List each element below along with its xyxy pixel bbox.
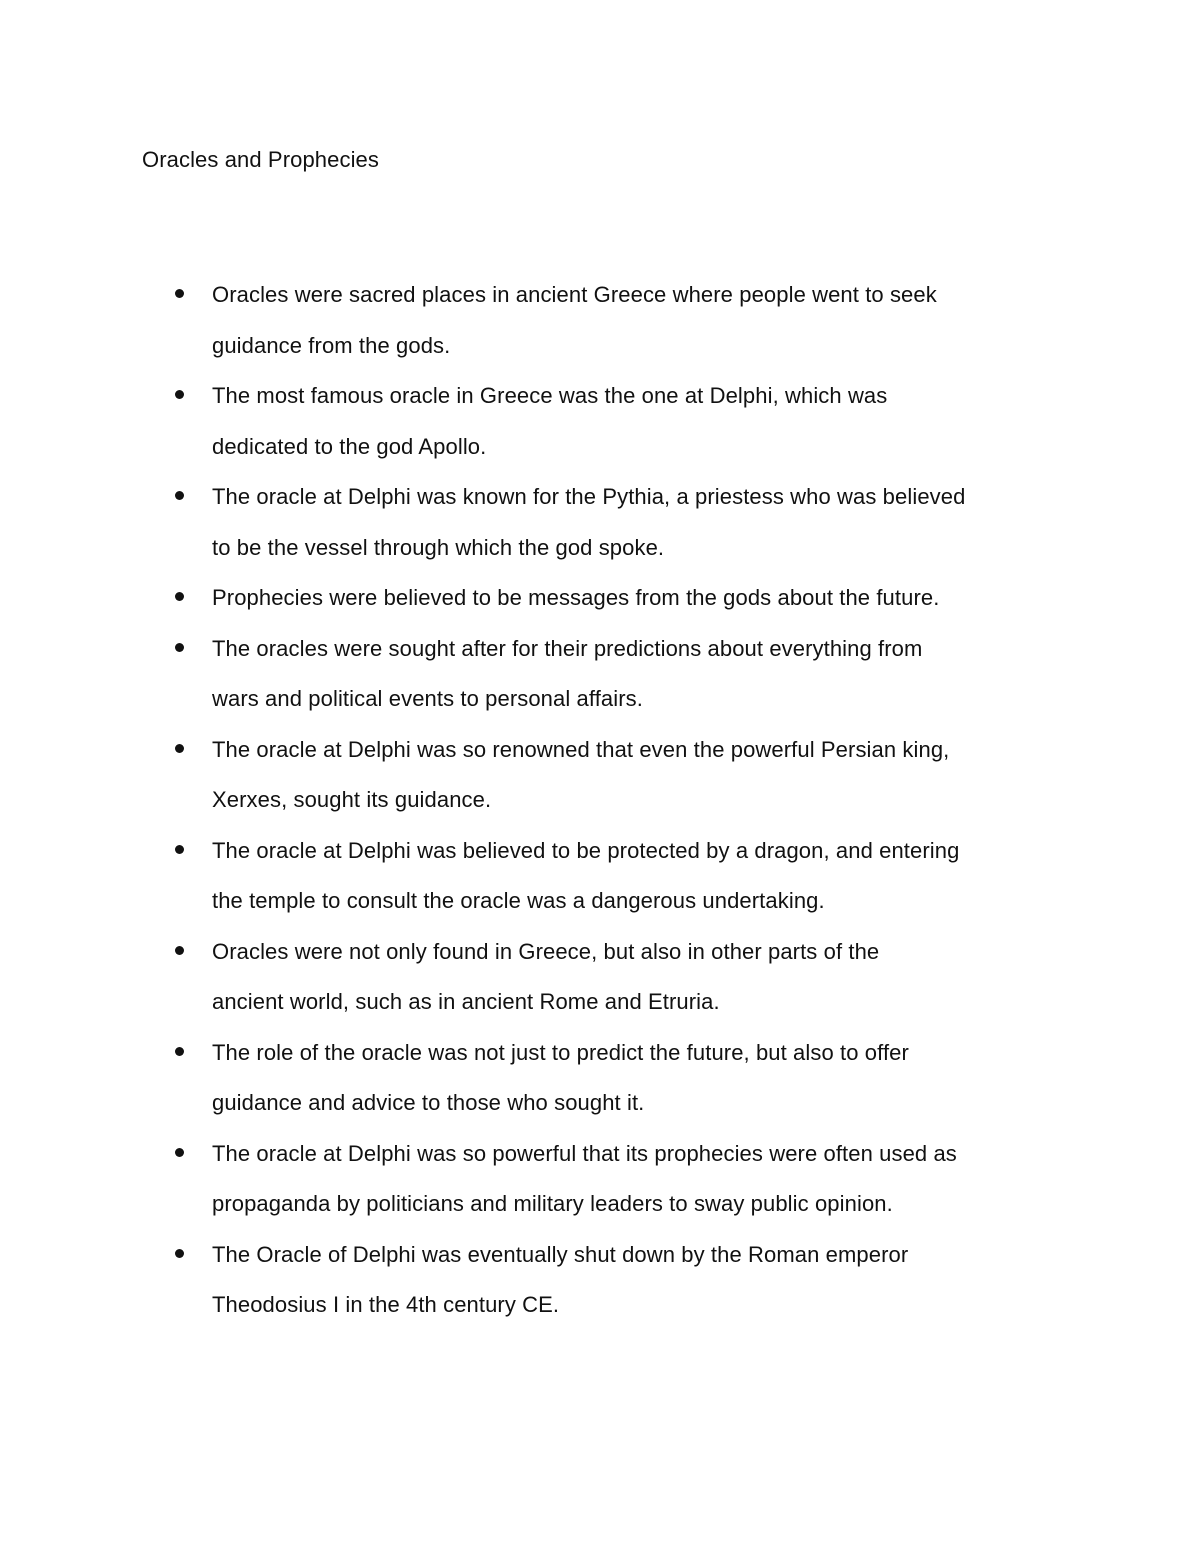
bullet-text-line: wars and political events to personal affairs.: [212, 686, 643, 711]
bullet-text-line: The oracle at Delphi was so powerful that its prophecies were often used as: [212, 1140, 957, 1166]
bullet-text-line: The role of the oracle was not just to predict the future, but also to offer: [212, 1039, 909, 1065]
bullet-text-line: The most famous oracle in Greece was the one at Delphi, which was: [212, 383, 888, 408]
bullet-text-line: dedicated to the god Apollo.: [212, 433, 487, 459]
bullet-text-line: The oracles were sought after for their predictions about everything from: [212, 635, 923, 661]
bullet-item-2: [0, 371, 1072, 472]
bullet-dot-icon: [175, 643, 184, 652]
bullet-item-4: [0, 573, 1072, 624]
bullet-item-6: [0, 725, 1072, 826]
bullet-dot-icon: [175, 1249, 184, 1258]
bullet-item-11: [0, 1230, 1072, 1331]
bullet-dot-icon: [175, 491, 184, 500]
bullet-text-line: guidance and advice to those who sought it.: [212, 1090, 645, 1115]
bullet-dot-icon: [175, 845, 184, 854]
bullet-item-5: [0, 624, 1072, 725]
bullet-dot-icon: [175, 744, 184, 753]
bullet-item-3: [0, 472, 1072, 573]
bullet-text-line: ancient world, such as in ancient Rome and Etruria.: [212, 989, 720, 1014]
document-title: Oracles and Prophecies: [142, 147, 379, 172]
bullet-text-line: Oracles were not only found in Greece, but also in other parts of the: [212, 938, 880, 964]
bullet-text-line: The oracle at Delphi was believed to be protected by a dragon, and entering: [212, 837, 960, 863]
bullet-dot-icon: [175, 946, 184, 955]
bullet-item-7: [0, 826, 1072, 927]
bullet-dot-icon: [175, 592, 184, 601]
bullet-dot-icon: [175, 1148, 184, 1157]
bullet-text-line: Theodosius I in the 4th century CE.: [212, 1292, 560, 1317]
bullet-item-9: [0, 1028, 1072, 1129]
bullet-text-line: guidance from the gods.: [212, 332, 451, 358]
bullet-text-line: The oracle at Delphi was so renowned that even the powerful Persian king,: [212, 736, 950, 762]
bullet-text-line: Prophecies were believed to be messages from the gods about the future.: [212, 585, 940, 610]
bullet-dot-icon: [175, 1047, 184, 1056]
bullet-text-line: propaganda by politicians and military leaders to sway public opinion.: [212, 1191, 893, 1216]
bullet-item-1: [0, 270, 1072, 371]
bullet-item-8: [0, 927, 1072, 1028]
bullet-item-10: [0, 1129, 1072, 1230]
bullet-text-line: to be the vessel through which the god spoke.: [212, 534, 665, 560]
bullet-text-line: the temple to consult the oracle was a dangerous undertaking.: [212, 888, 825, 913]
bullet-text-line: The oracle at Delphi was known for the Pythia, a priestess who was believed: [212, 484, 966, 509]
bullet-text-line: The Oracle of Delphi was eventually shut down by the Roman emperor: [212, 1241, 909, 1267]
bullet-text-line: Oracles were sacred places in ancient Greece where people went to seek: [212, 282, 937, 307]
bullet-list: [0, 270, 1072, 1331]
bullet-dot-icon: [175, 390, 184, 399]
bullet-dot-icon: [175, 289, 184, 298]
bullet-text-line: Xerxes, sought its guidance.: [212, 787, 492, 812]
